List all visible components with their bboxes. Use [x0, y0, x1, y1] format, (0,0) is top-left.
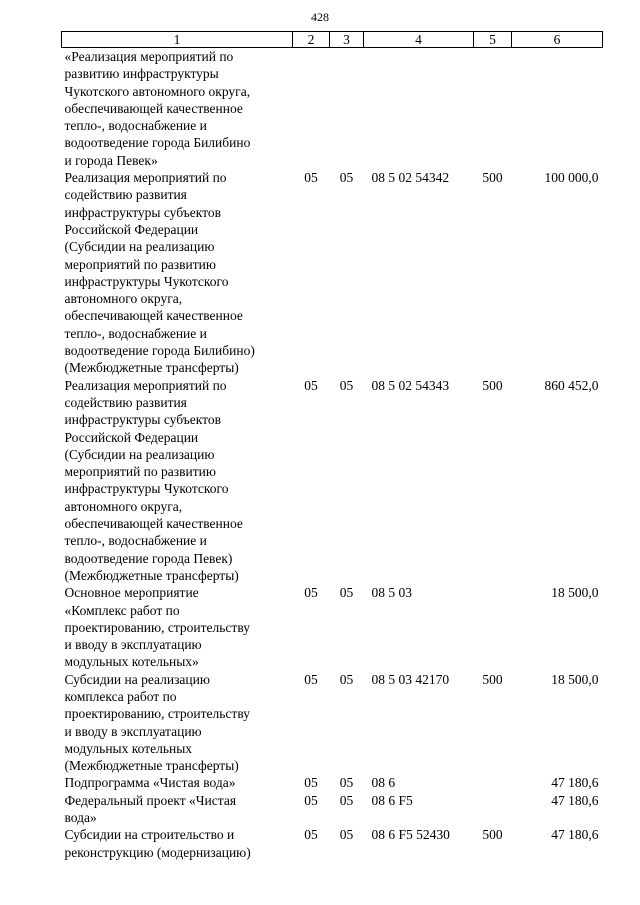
- row-amount: 18 500,0: [551, 585, 599, 601]
- row-subsection: 05: [339, 792, 354, 808]
- row-expense-type: [474, 584, 512, 670]
- row-target-article: 08 5 03 42170: [371, 671, 450, 687]
- row-amount: 18 500,0: [551, 671, 599, 687]
- column-header-1: 1: [62, 32, 293, 48]
- row-amount: 47 180,6: [551, 792, 599, 808]
- table-row: [62, 826, 603, 861]
- row-name: Подпрограмма «Чистая вода»: [64, 775, 236, 791]
- row-target-article: 08 6 F5 52430: [371, 827, 450, 843]
- row-name: Субсидии на реализацию комплекса работ по проектированию, строительству и вводу в эксплуатацию модульных котельных (Межбюджетные трансферты): [64, 671, 250, 774]
- row-amount: 860 452,0: [544, 377, 599, 393]
- table-row: [62, 792, 603, 827]
- row-section: 05: [304, 377, 318, 393]
- table-row: [62, 377, 603, 585]
- row-section: 05: [304, 827, 318, 843]
- row-section: 05: [304, 170, 318, 186]
- table-row: [62, 48, 603, 170]
- row-subsection: 05: [339, 585, 354, 601]
- row-section: 05: [304, 775, 318, 791]
- row-subsection: 05: [339, 671, 354, 687]
- column-header-4: 4: [364, 32, 474, 48]
- row-expense-type: [474, 792, 512, 827]
- row-amount: 47 180,6: [551, 775, 599, 791]
- column-header-5: 5: [474, 32, 512, 48]
- row-section: [293, 48, 330, 170]
- row-section: 05: [304, 585, 318, 601]
- column-header-2: 2: [293, 32, 330, 48]
- row-target-article: 08 6: [371, 775, 396, 791]
- row-expense-type: 500: [482, 671, 503, 687]
- row-subsection: 05: [339, 775, 354, 791]
- row-section: 05: [304, 671, 318, 687]
- row-target-article: [364, 48, 474, 170]
- row-amount: 100 000,0: [544, 170, 599, 186]
- row-subsection: 05: [339, 827, 354, 843]
- row-name: Основное мероприятие «Комплекс работ по проектированию, строительству и вводу в эксплуатацию модульных котельных»: [64, 585, 250, 670]
- row-target-article: 08 5 02 54343: [371, 377, 450, 393]
- row-name: Федеральный проект «Чистая вода»: [64, 792, 237, 826]
- row-amount: [512, 48, 603, 170]
- row-target-article: 08 6 F5: [371, 792, 413, 808]
- table-row: [62, 169, 603, 377]
- row-target-article: 08 5 03: [371, 585, 412, 601]
- row-expense-type: [474, 774, 512, 791]
- row-subsection: 05: [339, 170, 354, 186]
- table-row: [62, 671, 603, 775]
- row-subsection: 05: [339, 377, 354, 393]
- row-name: Реализация мероприятий по содействию развития инфраструктуры субъектов Российской Федерации (Субсидии на реализацию мероприятий по развитию инфраструктуры Чукотского автономного округа, обеспечивающей качественное тепло-, водоснабжение и водоотведение города Билибино) (Межбюджетные трансферты): [64, 170, 255, 376]
- row-section: 05: [304, 792, 318, 808]
- header-row: [62, 32, 603, 48]
- budget-table: [61, 31, 603, 861]
- row-expense-type: 500: [482, 827, 503, 843]
- table-row: [62, 584, 603, 670]
- row-amount: 47 180,6: [551, 827, 599, 843]
- row-name: «Реализация мероприятий по развитию инфраструктуры Чукотского автономного округа, обеспечивающей качественное тепло-, водоснабжение и водоотведение города Билибино и города Певек»: [64, 49, 251, 168]
- row-expense-type: 500: [482, 170, 503, 186]
- row-name: Реализация мероприятий по содействию развития инфраструктуры субъектов Российской Федерации (Субсидии на реализацию мероприятий по развитию инфраструктуры Чукотского автономного округа, обеспечивающей качественное тепло-, водоснабжение и водоотведение города Певек) (Межбюджетные трансферты): [64, 377, 243, 583]
- row-expense-type: [474, 48, 512, 170]
- row-target-article: 08 5 02 54342: [371, 170, 450, 186]
- row-subsection: [330, 48, 364, 170]
- column-header-3: 3: [330, 32, 364, 48]
- page-number: 428: [311, 10, 329, 24]
- row-name: Субсидии на строительство и реконструкцию (модернизацию): [64, 827, 251, 860]
- row-expense-type: 500: [482, 377, 503, 393]
- column-header-6: 6: [512, 32, 603, 48]
- table-row: [62, 774, 603, 791]
